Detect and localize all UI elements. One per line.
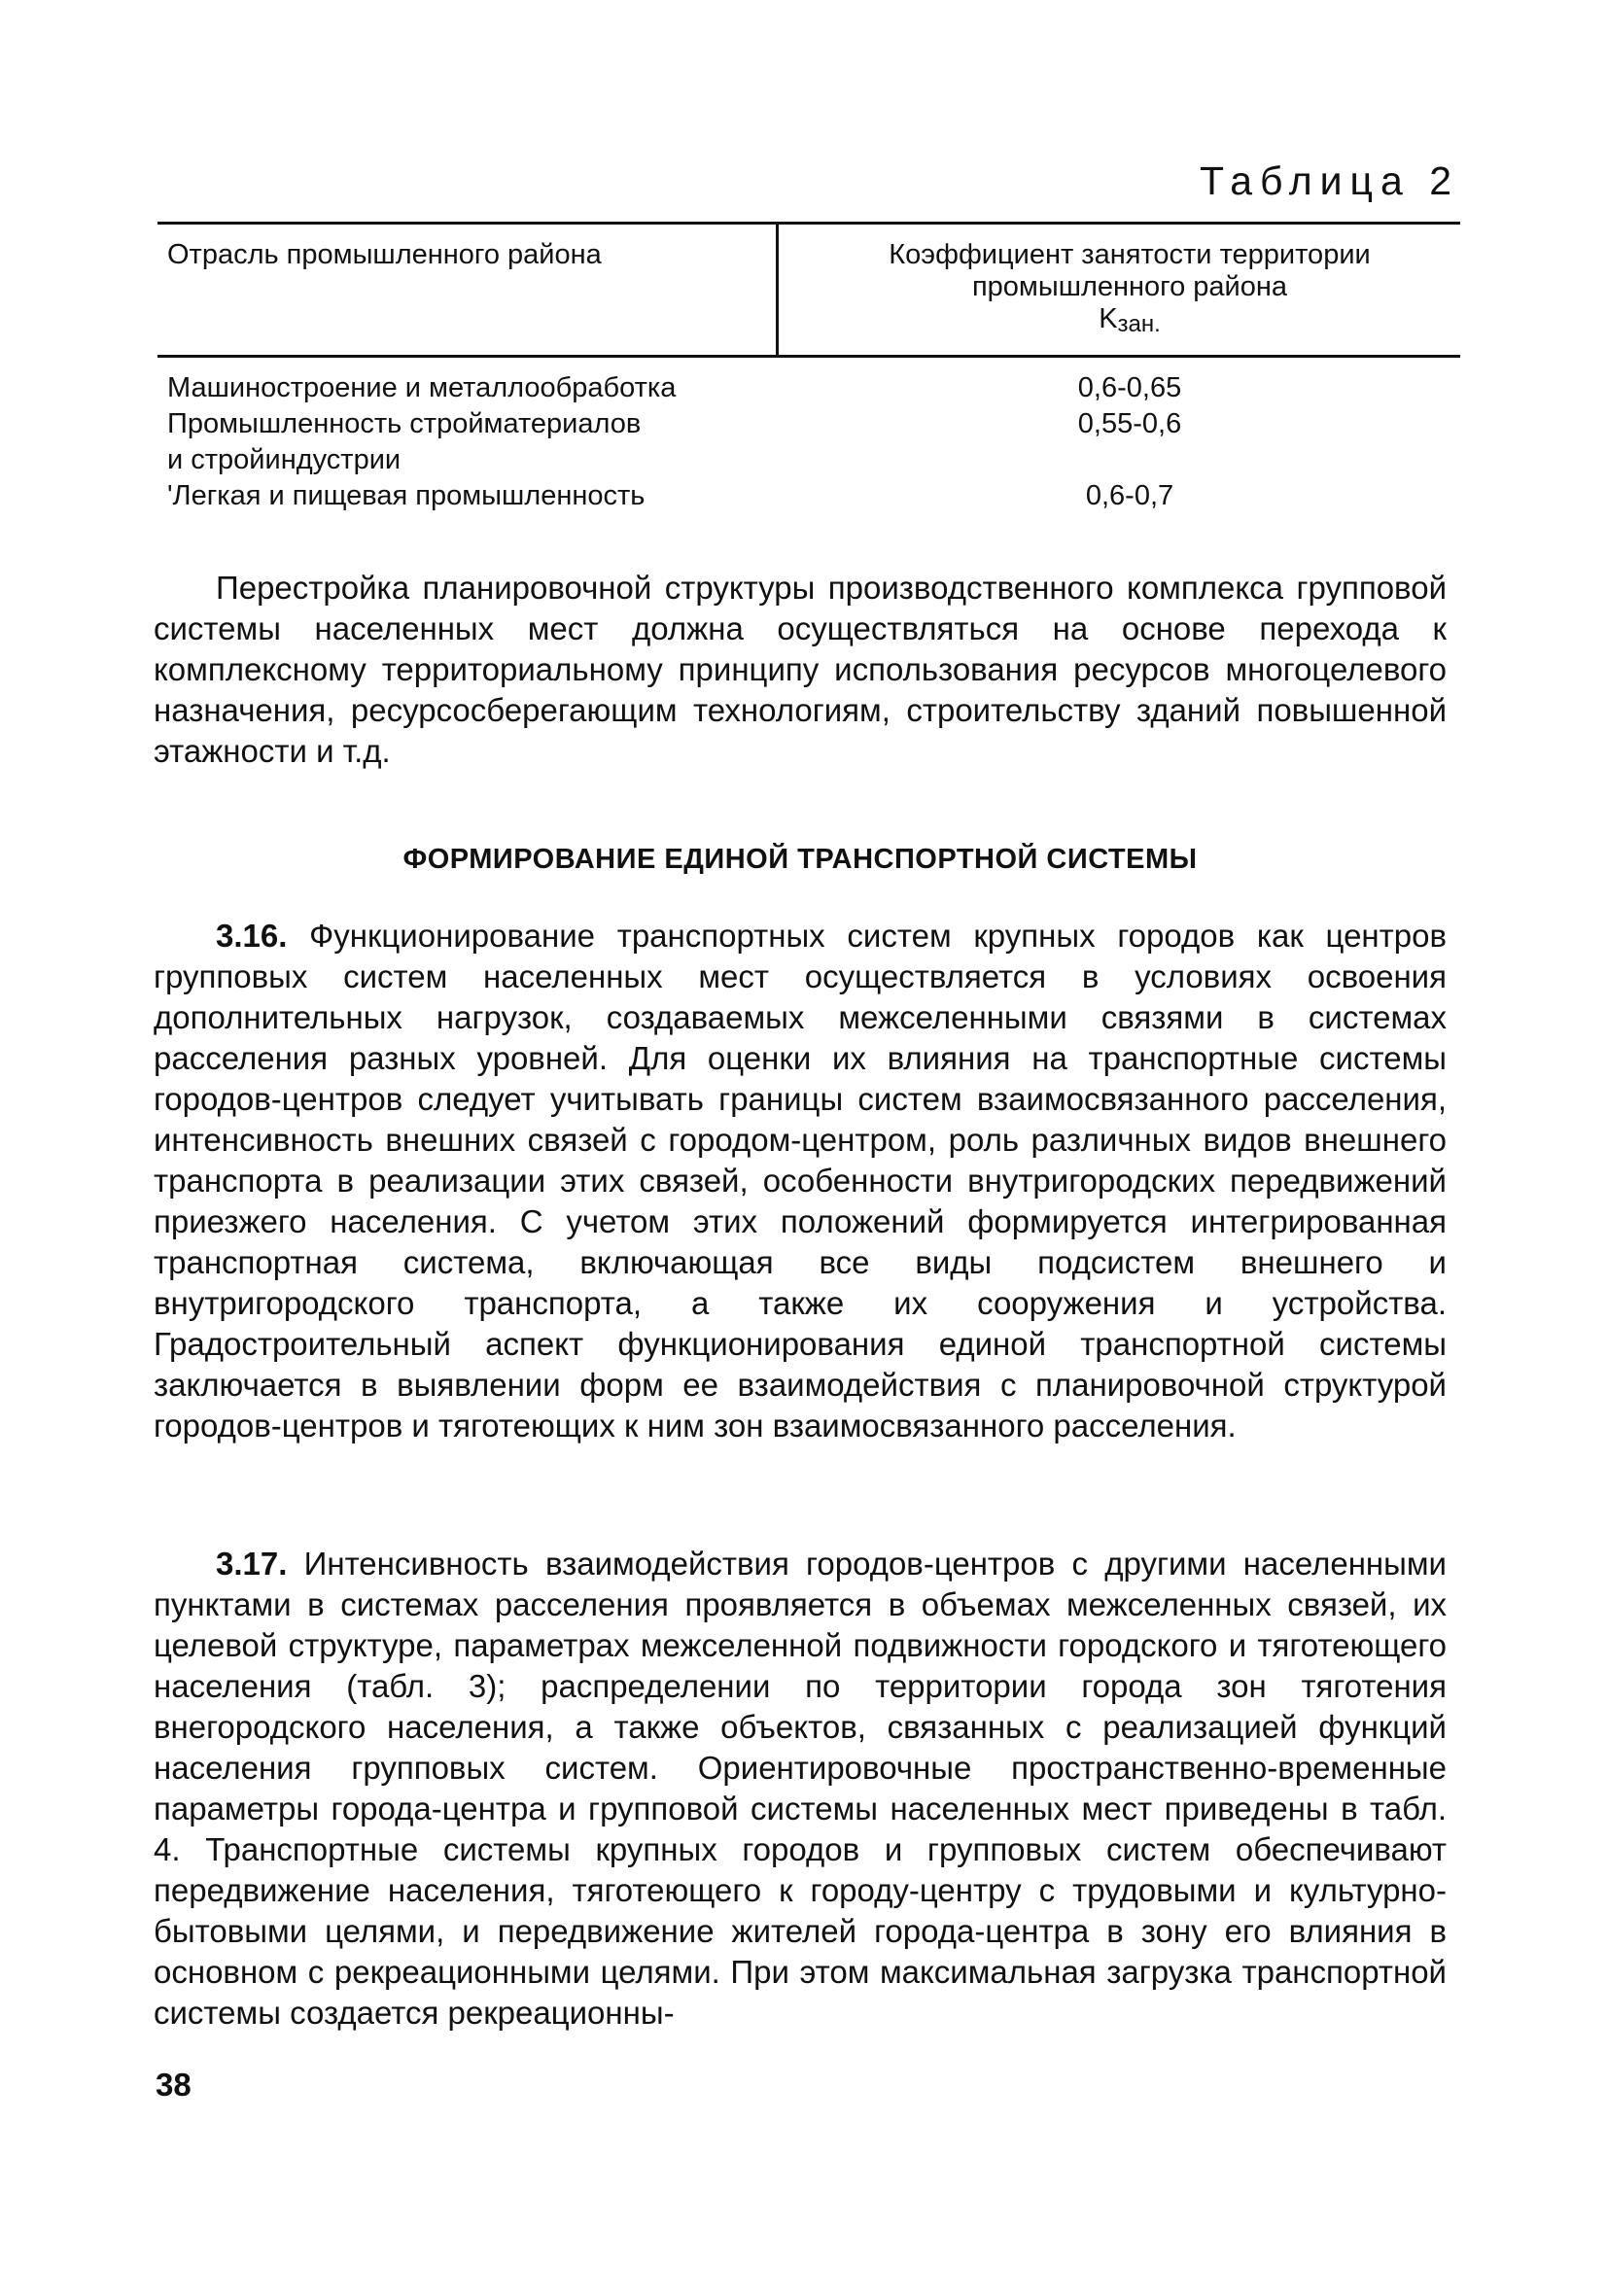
table-top-rule [157,222,1460,225]
page-number: 38 [156,2067,192,2103]
intro-paragraph-block [154,568,1447,772]
paragraph-3-16 [154,916,1447,1446]
paragraph-3-17 [154,1544,1447,2034]
table-column-divider [776,222,779,355]
row-branch-name: и стройиндустрии [167,444,402,475]
paragraph-text: Функционирование транспортных систем крупных городов как центров групповых систем населенных мест осуществляется в условиях освоения дополнительных нагрузок, создаваемых межселенными связями в системах расселения разных уровней. Для оценки их влияния на транспортные системы городов-центров следует учитывать границы систем взаимосвязанного расселения, интенсивность внешних связей с городом-центром, роль различных видов внешнего транспорта в реализации этих связей, особенности внутригородских передвижений приезжего населения. С учетом этих положений формируется интегрированная транспортная система, включающая все виды подсистем внешнего и внутригородского транспорта, а также их сооружения и устройства. Градостроительный аспект функционирования единой транспортной системы заключается в выявлении форм ее взаимодействия с планировочной структурой городов-центров и тяготеющих к ним зон взаимосвязанного расселения. [154,918,1448,1444]
table-header-coefficient [799,239,1460,340]
row-coef-value: 0,6-0,65 [1077,372,1182,403]
header-coef-line2: промышленного района [971,271,1288,302]
paragraph-3-16-block [154,916,1447,1446]
table-header-rule [157,355,1460,358]
coef-symbol-letter: K [1099,303,1118,334]
table-caption: Таблица 2 [1200,158,1459,203]
row-branch-name: Промышленность стройматериалов [167,408,642,439]
intro-paragraph: Перестройка планировочной структуры производственного комплекса групповой системы населенных мест должна осуществляться на основе перехода к комплексному территориальному принципу использования ресурсов многоцелевого назначения, ресурсосберегающим технологиям, строительству зданий повышенной этажности и т.д. [154,570,1447,769]
table-header-branch: Отрасль промышленного района [167,239,602,270]
section-heading: ФОРМИРОВАНИЕ ЕДИНОЙ ТРАНСПОРТНОЙ СИСТЕМЫ [402,844,1198,875]
row-branch-name: Машиностроение и металлообработка [167,372,677,403]
header-coef-line1: Коэффициент занятости территории [889,239,1371,270]
paragraph-number: 3.16. [216,918,288,954]
paragraph-number: 3.17. [216,1546,288,1582]
paragraph-3-17-block [154,1544,1447,2034]
header-coef-symbol [799,303,1460,340]
row-branch-name: 'Легкая и пищевая промышленность [167,480,646,511]
row-coef-value: 0,55-0,6 [1077,408,1182,439]
paragraph-text: Интенсивность взаимодействия городов-центров с другими населенными пунктами в системах расселения проявляется в объемах межселенных связей, их целевой структуре, параметрах межселенной подвижности городского и тяготеющего населения (табл. 3); распределении по территории города зон тяготения внегородского населения, а также объектов, связанных с реализацией функций населения групповых систем. Ориентировочные пространственно-временные параметры города-центра и групповой системы населенных мест приведены в табл. 4. Транспортные системы крупных городов и групповых систем обеспечивают передвижение населения, тяготеющего к городу-центру с трудовыми и культурно-бытовыми целями, и передвижение жителей города-центра в зону его влияния в основном с рекреационными целями. При этом максимальная загрузка транспортной системы создается рекреационны- [154,1546,1447,2031]
coef-symbol-subscript: зан. [1117,311,1161,337]
row-coef-value: 0,6-0,7 [1085,480,1174,511]
